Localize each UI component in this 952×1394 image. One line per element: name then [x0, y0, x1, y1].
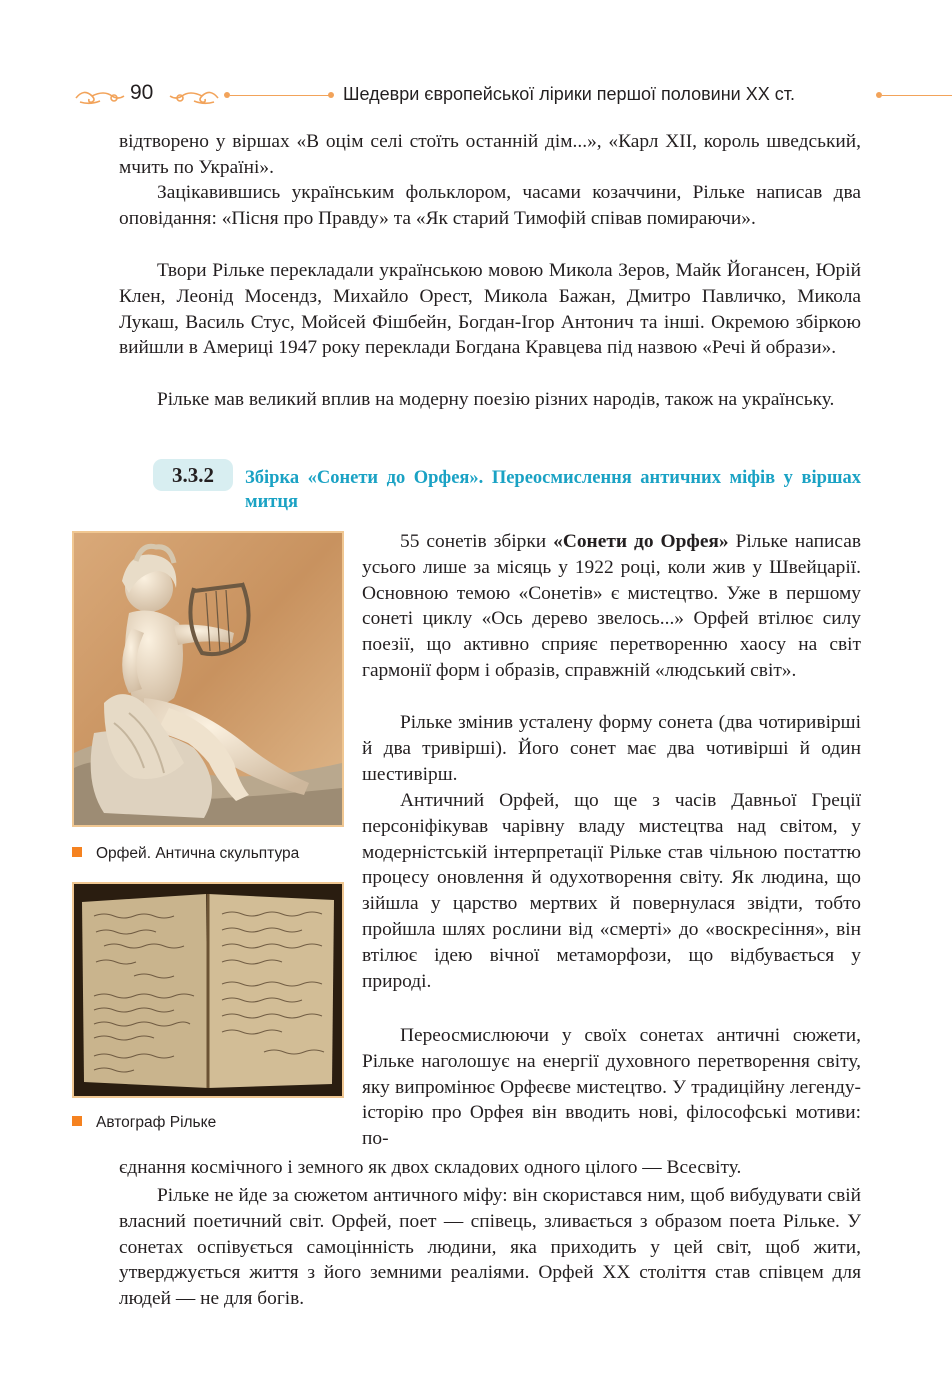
rilke-autograph-image	[72, 882, 344, 1098]
header-rule	[882, 95, 952, 96]
text-run: Рільке написав усього лише за місяць у 1922 році, коли жив у Швейцарії. Основною темою «Сонетів» є мистецтво. Уже в першому сонеті циклу «Ось дерево звелось...» Орфей втілює силу поезії, що активно сприяє перетворенню хаосу на світ гармонії форм і образів, справжній «людський світ».	[362, 531, 861, 681]
header-dot	[328, 92, 334, 98]
section-title: Збірка «Сонети до Орфея». Переосмислення античних міфів у віршах митця	[245, 468, 861, 512]
collection-title: «Сонети до Орфея»	[553, 531, 729, 552]
running-title: Шедеври європейської лірики першої половини XX ст.	[343, 84, 795, 104]
paragraph: єднання космічного і земного як двох складових одного цілого — Всесвіту.	[119, 1157, 742, 1178]
right-ornament-icon	[168, 86, 220, 106]
figure-caption	[72, 845, 299, 863]
section-number-badge: 3.3.2	[153, 459, 233, 491]
orpheus-sculpture-image	[72, 531, 344, 827]
caption-text: Автограф Рільке	[96, 1114, 217, 1131]
paragraph: Переосмислюючи у своїх сонетах античні сюжети, Рільке наголошує на енергії духовного перетворення світу, яку випромінює Орфеєве мистецтво. У традиційну легенду-історію про Орфея він вводить нові, філософські мотиви: по-	[362, 1025, 861, 1150]
text-run: 55 сонетів збірки	[400, 531, 554, 552]
page-header	[0, 80, 952, 112]
paragraph: Рільке змінив усталену форму сонета (два чотиривірші й два тривірші). Його сонет має два чотивірші й один шестивірш.	[362, 712, 861, 785]
paragraph: відтворено у віршах «В оцім селі стоїть останній дім...», «Карл XII, король шведський, мчить по Україні».	[119, 131, 861, 178]
page-number: 90	[130, 81, 154, 104]
header-rule	[230, 95, 330, 96]
caption-bullet	[72, 1116, 82, 1126]
caption-text: Орфей. Антична скульптура	[96, 845, 300, 862]
paragraph	[362, 529, 861, 684]
paragraph: Рільке мав великий вплив на модерну поезію різних народів, також на українську.	[157, 389, 835, 410]
paragraph: Твори Рільке перекладали українською мовою Микола Зеров, Майк Йогансен, Юрій Клен, Леонід Мосендз, Михайло Орест, Микола Бажан, Дмитро Павличко, Микола Лукаш, Василь Стус, Мойсей Фішбейн, Богдан-Ігор Антонич та інші. Окремою збіркою вийшли в Америці 1947 року переклади Богдана Кравцева під назвою «Речі й образи».	[119, 260, 861, 359]
figure-caption	[72, 1114, 216, 1132]
caption-bullet	[72, 847, 82, 857]
left-ornament-icon	[74, 86, 126, 106]
paragraph: Античний Орфей, що ще з часів Давньої Греції персоніфікував чарівну владу мистецтва над світом, у модерністській інтерпретації Рільке став чільною постаттю процесу оновлення й одухотворення світу. Як людина, що зійшла у царство мертвих й повернулася звідти, тобто пройшла шлях рослини від «смерті» до «воскресіння», він втілює ідею вічної метаморфози, що відбувається у природі.	[362, 790, 861, 992]
paragraph: Зацікавившись українським фольклором, часами козаччини, Рільке написав два оповідання: «Пісня про Правду» та «Як старий Тимофій співав помираючи».	[119, 182, 861, 229]
paragraph: Рільке не йде за сюжетом античного міфу: він скористався ним, щоб вибудувати свій власний поетичний світ. Орфей, поет — співець, зливається з образом поета Рільке. У сонетах оспівується самоцінність людини, яка приходить у цей світ, щоб жити, утверджується життя з його земними реаліями. Орфей XX століття став співцем для людей — не для богів.	[119, 1185, 861, 1310]
